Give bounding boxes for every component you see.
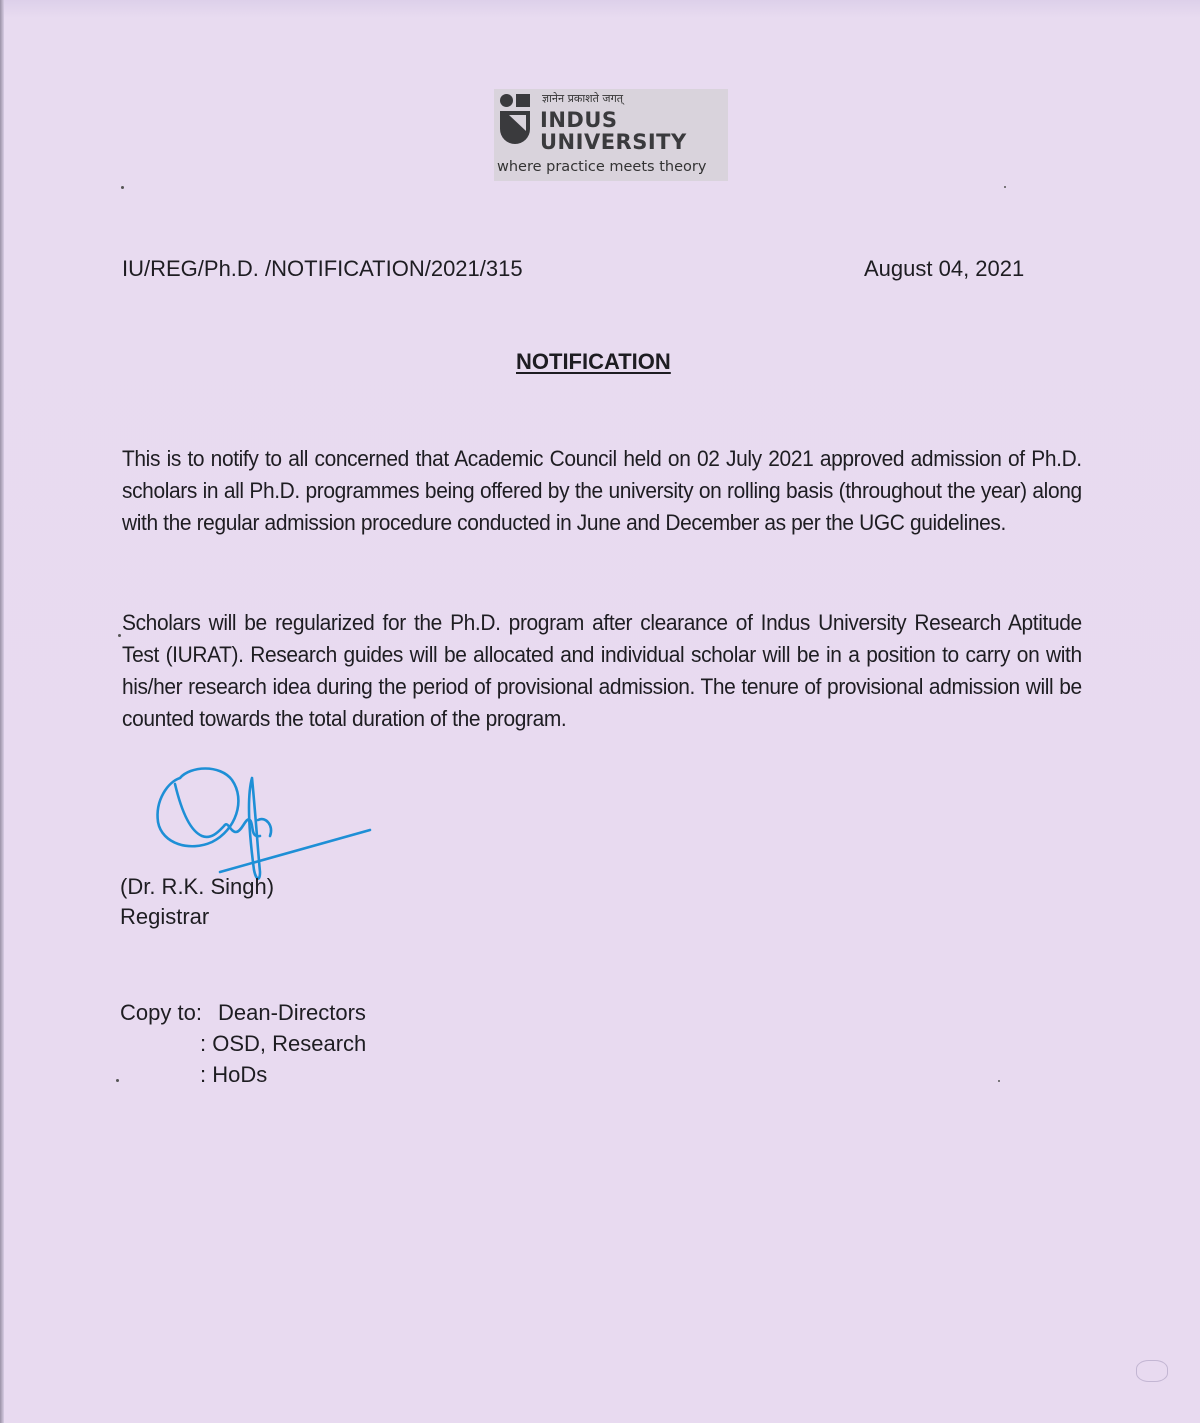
signatory-name: (Dr. R.K. Singh) xyxy=(120,874,275,899)
logo-shield-icon xyxy=(500,111,530,144)
copy-to-label: Copy to: xyxy=(120,1000,202,1025)
scan-smudge xyxy=(1136,1360,1168,1382)
document-title: NOTIFICATION xyxy=(516,349,671,374)
document-date: August 04, 2021 xyxy=(864,256,1025,281)
logo-name-line1: INDUS xyxy=(540,108,618,132)
logo-dot-icon xyxy=(500,94,513,107)
logo-tagline: where practice meets theory xyxy=(497,159,707,175)
body-paragraph-1: This is to notify to all concerned that Academic Council held on 02 July 2021 approved admission of Ph.D. scholars in all Ph.D. programmes being offered by the university on rolling basis (throughout the year) along with the regular admission procedure conducted in June and December as per the UGC guidelines. xyxy=(122,446,1082,535)
scan-speck xyxy=(121,186,124,189)
copy-recipient: : HoDs xyxy=(200,1062,268,1087)
logo-motto: ज्ञानेन प्रकाशते जगत् xyxy=(542,92,624,105)
scan-speck xyxy=(998,1080,1000,1082)
signatory-designation: Registrar xyxy=(120,904,210,929)
copy-recipient: Dean-Directors xyxy=(218,1000,366,1025)
scan-edge-shadow xyxy=(0,0,4,1423)
university-logo xyxy=(494,89,728,181)
logo-name-line2: UNIVERSITY xyxy=(540,130,687,154)
logo-square-icon xyxy=(516,94,530,107)
body-paragraph-2: Scholars will be regularized for the Ph.D. program after clearance of Indus University Research Aptitude Test (IURAT). Research guides will be allocated and individual scholar will be in a position to carry on with his/her research idea during the period of provisional admission. The tenure of provisional admission will be counted towards the total duration of the program. xyxy=(122,610,1082,731)
copy-recipient: : OSD, Research xyxy=(200,1031,367,1056)
reference-number: IU/REG/Ph.D. /NOTIFICATION/2021/315 xyxy=(122,256,523,281)
scan-speck xyxy=(116,1079,119,1082)
scan-speck xyxy=(118,634,121,637)
scan-speck xyxy=(1004,186,1006,188)
